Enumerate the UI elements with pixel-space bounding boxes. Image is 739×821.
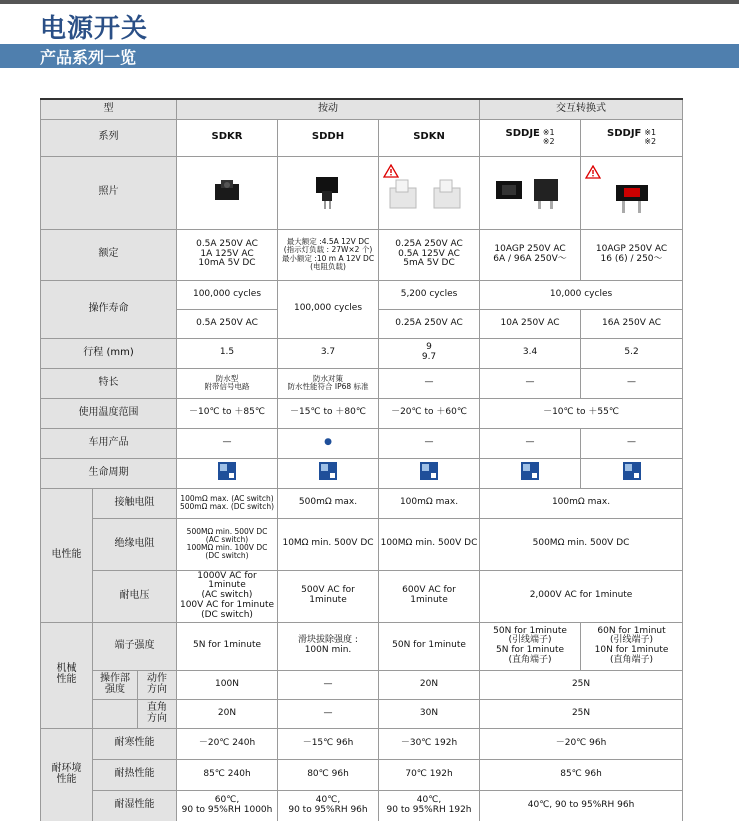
auto-value: — — [379, 428, 480, 458]
humid-value: 40℃, 90 to 95%RH 96h — [480, 790, 683, 821]
sdkr-product-image — [207, 176, 247, 206]
op-value: 25N — [480, 670, 683, 699]
heat-value: 85℃ 96h — [480, 759, 683, 790]
photo-label: 照片 — [41, 156, 177, 229]
cold-value: －20℃ 96h — [480, 728, 683, 759]
rating-value: 0.25A 250V AC 0.5A 125V AC 5mA 5V DC — [379, 229, 480, 280]
withstand-value: 600V AC for 1minute — [379, 570, 480, 622]
row-photo — [41, 156, 683, 229]
travel-value: 3.7 — [278, 338, 379, 368]
op-value: 100N — [177, 670, 278, 699]
contact-r-value: 100mΩ max. — [379, 488, 480, 518]
contact-r-label: 接触电阻 — [93, 488, 177, 518]
sddjf-product-image — [610, 177, 654, 219]
terminal-label: 端子强度 — [93, 622, 177, 670]
cold-value: －20℃ 240h — [177, 728, 278, 759]
series-name: SDDJE — [505, 127, 540, 139]
feature-value: — — [379, 368, 480, 398]
series-label: 系列 — [41, 119, 177, 156]
terminal-value: 60N for 1minut (引线端子) 10N for 1minute (直角端子) — [581, 622, 683, 670]
op-strength-cell — [93, 670, 177, 699]
row-series — [41, 119, 683, 156]
temp-value: －10℃ to ＋55℃ — [480, 398, 683, 428]
insul-r-value: 10MΩ min. 500V DC — [278, 518, 379, 570]
travel-value: 5.2 — [581, 338, 683, 368]
lifecycle-cell — [278, 458, 379, 488]
insul-r-value: 100MΩ min. 500V DC — [379, 518, 480, 570]
mech-label: 机械 性能 — [41, 622, 93, 728]
travel-value: 3.4 — [480, 338, 581, 368]
feature-value: 防水型 附带信号电路 — [177, 368, 278, 398]
push-type-header: 按动 — [177, 99, 480, 119]
travel-value: 1.5 — [177, 338, 278, 368]
lifecycle-cell — [581, 458, 683, 488]
heat-label: 耐热性能 — [93, 759, 177, 790]
terminal-value: 滑块拔除强度 : 100N min. — [278, 622, 379, 670]
auto-value: — — [581, 428, 683, 458]
type-label: 型 — [41, 99, 177, 119]
row-insul-r — [41, 518, 683, 570]
product-series-table — [40, 98, 683, 821]
life-condition: 0.5A 250V AC — [177, 309, 278, 338]
series-name: SDDH — [278, 119, 379, 156]
row-humid — [41, 790, 683, 821]
heat-value: 70℃ 192h — [379, 759, 480, 790]
contact-r-value: 100mΩ max. — [480, 488, 683, 518]
photo-sdkr — [177, 156, 278, 229]
withstand-label: 耐电压 — [93, 570, 177, 622]
series-name: SDDJF — [607, 127, 642, 139]
life-condition: 16A 250V AC — [581, 309, 683, 338]
row-travel — [41, 338, 683, 368]
warning-icon — [585, 165, 601, 179]
op-value: 20N — [379, 670, 480, 699]
feature-value: — — [581, 368, 683, 398]
sddje-product-image — [490, 171, 570, 211]
row-auto — [41, 428, 683, 458]
feature-value: 防水对策 防水性能符合 IP68 标准 — [278, 368, 379, 398]
right-dir-cell — [93, 699, 177, 728]
cold-value: －15℃ 96h — [278, 728, 379, 759]
terminal-value: 5N for 1minute — [177, 622, 278, 670]
row-lifecycle — [41, 458, 683, 488]
top-rule — [0, 0, 739, 4]
lifecycle-icon — [521, 462, 539, 480]
rating-value: 0.5A 250V AC 1A 125V AC 10mA 5V DC — [177, 229, 278, 280]
withstand-value: 2,000V AC for 1minute — [480, 570, 683, 622]
warning-icon — [383, 164, 399, 178]
humid-label: 耐湿性能 — [93, 790, 177, 821]
withstand-value: 1000V AC for 1minute (AC switch) 100V AC for 1minute (DC switch) — [177, 570, 278, 622]
lifecycle-cell — [379, 458, 480, 488]
rating-value: 最大额定 :4.5A 12V DC (指示灯负载 : 27W×2 个) 最小额定 :10 m A 12V DC (电阻负载) — [278, 229, 379, 280]
rocker-type-header: 交互转换式 — [480, 99, 683, 119]
humid-value: 40℃, 90 to 95%RH 96h — [278, 790, 379, 821]
dir-op-label: 动作 方向 — [137, 671, 176, 699]
life-cycles: 100,000 cycles — [177, 280, 278, 309]
rating-value: 10AGP 250V AC 6A / 96A 250V～ — [480, 229, 581, 280]
lifecycle-icon — [319, 462, 337, 480]
temp-value: －20℃ to ＋60℃ — [379, 398, 480, 428]
row-life-1 — [41, 280, 683, 309]
cold-value: －30℃ 192h — [379, 728, 480, 759]
page-title: 电源开关 — [40, 14, 149, 44]
terminal-value: 50N for 1minute (引线端子) 5N for 1minute (直角端子) — [480, 622, 581, 670]
row-contact-r — [41, 488, 683, 518]
row-withstand — [41, 570, 683, 622]
dir-right-label: 直角 方向 — [137, 700, 176, 728]
insul-r-value: 500MΩ min. 500V DC (AC switch) 100MΩ min. 100V DC (DC switch) — [177, 518, 278, 570]
photo-sddjf — [581, 156, 683, 229]
series-name: SDKR — [177, 119, 278, 156]
row-type — [41, 99, 683, 119]
section-title: 产品系列一览 — [40, 48, 137, 67]
op-strength-label: 操作部 强度 — [100, 672, 130, 695]
row-rating — [41, 229, 683, 280]
photo-sddh — [278, 156, 379, 229]
life-label: 操作寿命 — [41, 280, 177, 338]
lifecycle-cell — [480, 458, 581, 488]
series-note: ※1 ※2 — [542, 127, 555, 146]
heat-value: 80℃ 96h — [278, 759, 379, 790]
right-value: 20N — [177, 699, 278, 728]
rating-label: 额定 — [41, 229, 177, 280]
contact-r-value: 500mΩ max. — [278, 488, 379, 518]
auto-label: 车用产品 — [41, 428, 177, 458]
temp-value: －15℃ to ＋80℃ — [278, 398, 379, 428]
sdkn-product-image — [384, 176, 474, 220]
life-cycles: 5,200 cycles — [379, 280, 480, 309]
withstand-value: 500V AC for 1minute — [278, 570, 379, 622]
row-cold — [41, 728, 683, 759]
auto-value: — — [177, 428, 278, 458]
life-cycles: 10,000 cycles — [480, 280, 683, 309]
series-cell — [581, 119, 683, 156]
env-label: 耐环境 性能 — [41, 728, 93, 821]
elec-label: 电性能 — [41, 488, 93, 622]
lifecycle-icon — [623, 462, 641, 480]
series-cell — [480, 119, 581, 156]
section-band — [0, 44, 739, 68]
right-value: 30N — [379, 699, 480, 728]
heat-value: 85℃ 240h — [177, 759, 278, 790]
life-cycles: 100,000 cycles — [278, 280, 379, 338]
humid-value: 40℃, 90 to 95%RH 192h — [379, 790, 480, 821]
terminal-value: 50N for 1minute — [379, 622, 480, 670]
temp-value: －10℃ to ＋85℃ — [177, 398, 278, 428]
cold-label: 耐寒性能 — [93, 728, 177, 759]
right-value: 25N — [480, 699, 683, 728]
lifecycle-icon — [420, 462, 438, 480]
photo-sdkn — [379, 156, 480, 229]
row-heat — [41, 759, 683, 790]
series-note: ※1 ※2 — [644, 127, 657, 146]
temp-label: 使用温度范围 — [41, 398, 177, 428]
travel-label: 行程 (mm) — [41, 338, 177, 368]
auto-value: ● — [278, 428, 379, 458]
row-terminal — [41, 622, 683, 670]
photo-sddje — [480, 156, 581, 229]
op-strength-spacer — [93, 700, 137, 728]
feature-label: 特长 — [41, 368, 177, 398]
insul-r-label: 绝缘电阻 — [93, 518, 177, 570]
series-name: SDKN — [379, 119, 480, 156]
lifecycle-icon — [218, 462, 236, 480]
sddh-product-image — [306, 171, 350, 211]
op-value: — — [278, 670, 379, 699]
lifecycle-cell — [177, 458, 278, 488]
insul-r-value: 500MΩ min. 500V DC — [480, 518, 683, 570]
row-temp — [41, 398, 683, 428]
contact-r-value: 100mΩ max. (AC switch) 500mΩ max. (DC switch) — [177, 488, 278, 518]
travel-value: 9 9.7 — [379, 338, 480, 368]
humid-value: 60℃, 90 to 95%RH 1000h — [177, 790, 278, 821]
life-condition: 0.25A 250V AC — [379, 309, 480, 338]
life-condition: 10A 250V AC — [480, 309, 581, 338]
row-feature — [41, 368, 683, 398]
row-op-dir — [41, 670, 683, 699]
lifecycle-label: 生命周期 — [41, 458, 177, 488]
row-right-dir — [41, 699, 683, 728]
rating-value: 10AGP 250V AC 16 (6) / 250～ — [581, 229, 683, 280]
right-value: — — [278, 699, 379, 728]
auto-value: — — [480, 428, 581, 458]
feature-value: — — [480, 368, 581, 398]
